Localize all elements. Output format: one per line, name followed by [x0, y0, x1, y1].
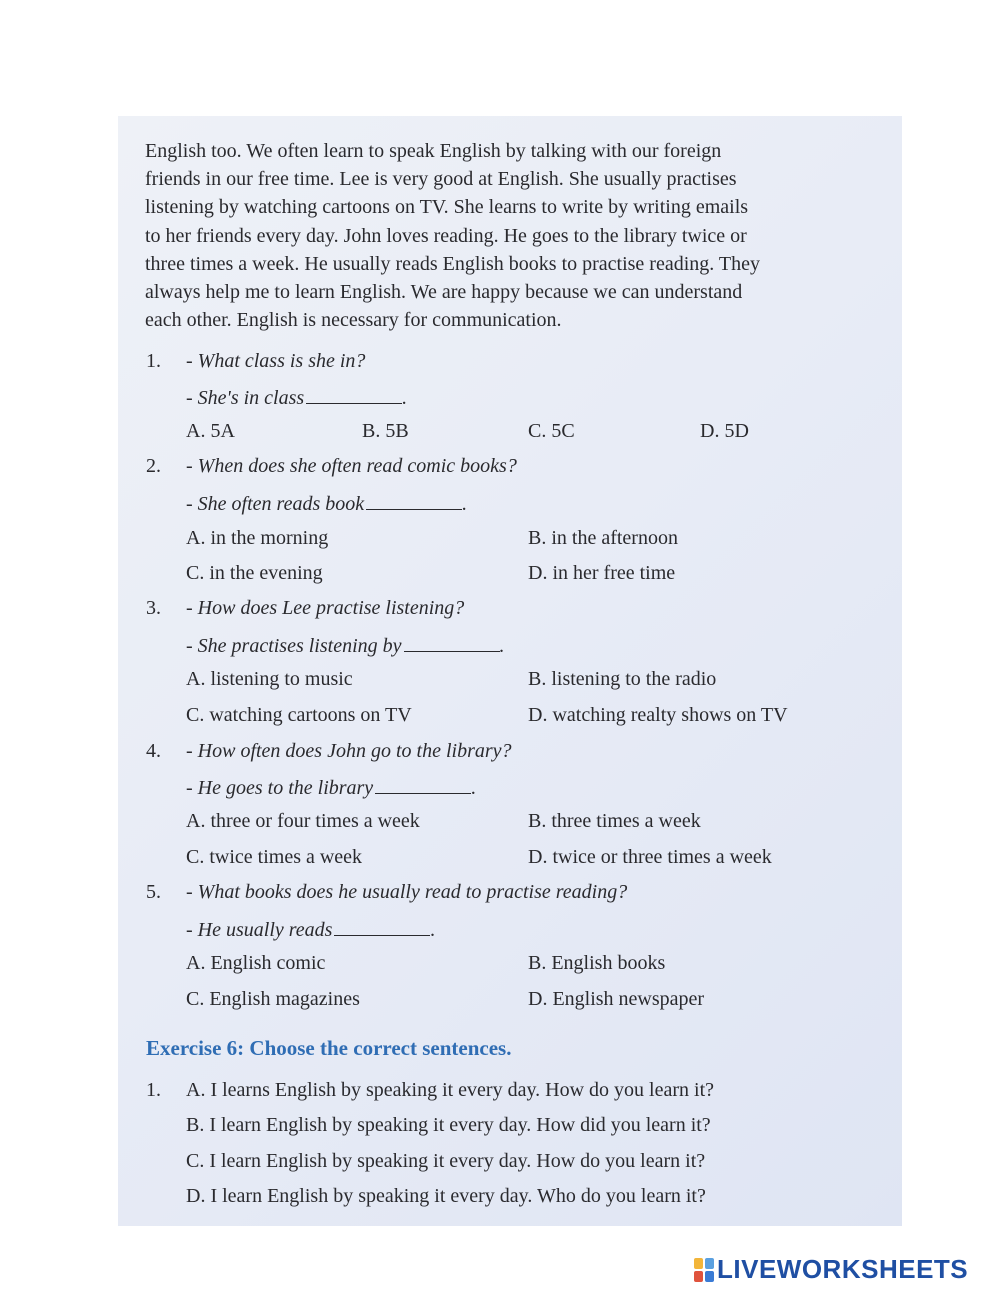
option-a[interactable]: A. three or four times a week — [186, 810, 420, 832]
option-b[interactable]: B. 5B — [362, 420, 409, 442]
option-d[interactable]: D. twice or three times a week — [528, 846, 772, 868]
answer-suffix: . — [462, 493, 468, 515]
brand-name: LIVEWORKSHEETS — [717, 1254, 969, 1284]
answer-suffix: . — [402, 387, 408, 409]
logo-square — [694, 1258, 703, 1269]
sentence-option-a[interactable]: A. I learns English by speaking it every day. How do you learn it? — [186, 1079, 715, 1101]
exercise-6-heading: Exercise 6: Choose the correct sentences. — [146, 1036, 512, 1060]
option-c[interactable]: C. watching cartoons on TV — [186, 704, 412, 726]
logo-square — [705, 1271, 714, 1282]
passage-line: always help me to learn English. We are happy because we can understand — [145, 281, 743, 304]
answer-suffix: . — [499, 635, 505, 657]
question-text: - What books does he usually read to practise reading? — [186, 881, 628, 903]
question-number: 3. — [146, 597, 161, 619]
option-a[interactable]: A. English comic — [186, 952, 326, 974]
answer-prefix: - He goes to the library — [186, 777, 374, 799]
passage-line: three times a week. He usually reads English books to practise reading. They — [145, 252, 761, 275]
answer-suffix: . — [471, 777, 477, 799]
logo-square — [705, 1258, 714, 1269]
option-b[interactable]: B. three times a week — [528, 810, 701, 832]
question-text: - When does she often read comic books? — [186, 455, 517, 477]
liveworksheets-brand[interactable] — [694, 1254, 968, 1285]
question-text: - How does Lee practise listening? — [186, 597, 465, 619]
question-text: - What class is she in? — [186, 350, 366, 372]
option-d[interactable]: D. watching realty shows on TV — [528, 704, 788, 726]
answer-prefix: - She practises listening by — [186, 635, 402, 657]
question-number: 1. — [146, 350, 161, 372]
question-number: 2. — [146, 455, 161, 477]
question-text: - How often does John go to the library? — [186, 740, 512, 762]
sentence-option-c[interactable]: C. I learn English by speaking it every day. How do you learn it? — [186, 1150, 706, 1172]
answer-prefix: - He usually reads — [186, 919, 333, 941]
sentence-option-d[interactable]: D. I learn English by speaking it every day. Who do you learn it? — [186, 1185, 706, 1207]
option-b[interactable]: B. listening to the radio — [528, 668, 717, 690]
reading-passage — [145, 137, 875, 334]
passage-line: listening by watching cartoons on TV. She learns to write by writing emails — [145, 196, 749, 219]
passage-line: each other. English is necessary for communication. — [145, 309, 562, 332]
option-d[interactable]: D. 5D — [700, 420, 749, 442]
answer-suffix: . — [430, 919, 436, 941]
option-b[interactable]: B. English books — [528, 952, 666, 974]
passage-line: to her friends every day. John loves reading. He goes to the library twice or — [145, 224, 747, 247]
question-number: 4. — [146, 740, 161, 762]
exercise-6-number: 1. — [146, 1079, 161, 1101]
answer-blank[interactable] — [375, 775, 471, 794]
option-c[interactable]: C. twice times a week — [186, 846, 363, 868]
question-number: 5. — [146, 881, 161, 903]
answer-blank[interactable] — [334, 917, 430, 936]
answer-prefix: - She's in class — [186, 387, 305, 409]
answer-prefix: - She often reads book — [186, 493, 365, 515]
option-c[interactable]: C. 5C — [528, 420, 575, 442]
answer-blank[interactable] — [404, 633, 500, 652]
option-d[interactable]: D. English newspaper — [528, 988, 705, 1010]
liveworksheets-logo-icon — [694, 1258, 714, 1282]
option-c[interactable]: C. English magazines — [186, 988, 360, 1010]
answer-blank[interactable] — [306, 385, 402, 404]
sentence-option-b[interactable]: B. I learn English by speaking it every day. How did you learn it? — [186, 1114, 711, 1136]
answer-blank[interactable] — [366, 491, 462, 510]
option-c[interactable]: C. in the evening — [186, 562, 323, 584]
passage-line: English too. We often learn to speak English by talking with our foreign — [145, 140, 722, 162]
passage-line: friends in our free time. Lee is very good at English. She usually practises — [145, 168, 737, 191]
option-a[interactable]: A. in the morning — [186, 527, 329, 549]
option-a[interactable]: A. listening to music — [186, 668, 353, 690]
option-a[interactable]: A. 5A — [186, 420, 235, 442]
logo-square — [694, 1271, 703, 1282]
option-b[interactable]: B. in the afternoon — [528, 527, 678, 549]
option-d[interactable]: D. in her free time — [528, 562, 676, 584]
